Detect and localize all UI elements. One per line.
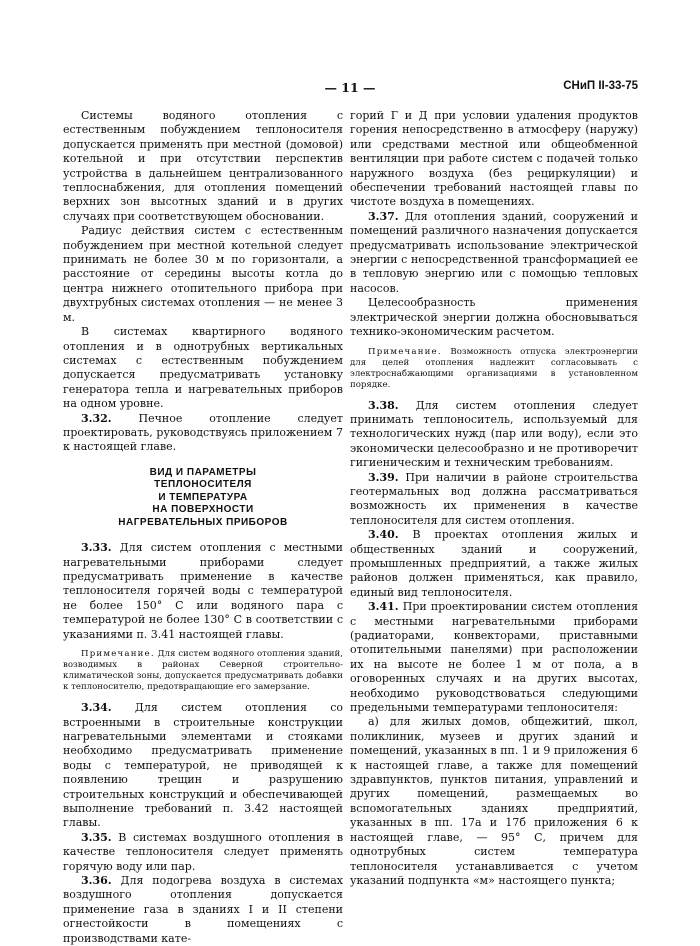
clause-text: Для систем отопления с местными нагревательными приборами следует предусматривать применение в качестве теплоносителя горячей воды с температурой не более 150° С или водяного пара с температурой не более 130° С в соответствии с указаниями п. 3.41 настоящей главы. [63, 541, 344, 641]
clause-3-41 [350, 600, 638, 715]
section-heading [63, 467, 343, 530]
clause-number: 3.41. [368, 600, 399, 614]
note-text: Для систем водяного отопления зданий, возводимых в районах Северной строительно-климатической зоны, допускается предусматривать добавки к теплоносителю, предотвращающие его замерзание. [63, 649, 343, 693]
paragraph: Системы водяного отопления с естественным побуждением теплоносителя допускается применять при местной (домовой) котельной и при отсутствии перспектив устройства в дальнейшем централизованного теплоснабжения, для отопления помещений верхних зон высотных зданий и в других случаях при соответствующем обосновании. [63, 109, 343, 223]
paragraph: горий Г и Д при условии удаления продуктов горения непосредственно в атмосферу (наружу) или средствами местной или общеобменной вентиляции при работе систем с подачей только наружного воздуха (без рециркуляции) и обеспечении требований настоящей главы по чистоте воздуха в помещениях. [350, 109, 638, 209]
clause-3-35 [63, 831, 343, 874]
clause-text: Печное отопление следует проектировать, руководствуясь приложением 7 к настоящей главе. [63, 411, 343, 454]
right-column [350, 109, 638, 909]
clause-number: 3.38. [368, 398, 399, 412]
heading-line: НАГРЕВАТЕЛЬНЫХ ПРИБОРОВ [118, 516, 288, 528]
heading-line: И ТЕМПЕРАТУРА [158, 491, 248, 503]
document-code: СНиП II-33-75 [563, 80, 638, 92]
clause-number: 3.39. [368, 470, 399, 484]
paragraph: В системах квартирного водяного отопления и в однотрубных вертикальных системах с естественным побуждением допускается предусматривать установку генератора тепла и нагревательных приборов на одном уровне. [63, 325, 343, 411]
clause-3-37 [350, 210, 638, 296]
clause-3-39 [350, 471, 638, 529]
clause-number: 3.40. [368, 528, 399, 542]
clause-number: 3.36. [81, 873, 112, 887]
clause-number: 3.33. [81, 541, 112, 555]
clause-number: 3.32. [81, 411, 112, 425]
paragraph: Целесообразность применения электрической энергии должна обосновываться технико-экономическим расчетом. [350, 296, 638, 339]
clause-3-40 [350, 528, 638, 600]
sub-item-a: а) для жилых домов, общежитий, школ, поликлиник, музеев и других зданий и помещений, указанных в пп. 1 и 9 приложения 6 к настоящей главе, а также для помещений здравпунктов, пунктов питания, управлений и других помещений, размещаемых во вспомогательных зданиях предприятий, указанных в пп. 17а и 17б приложения 6 к настоящей главе, — 95° С, причем для однотрубных систем температура теплоносителя устанавливается с учетом указаний подпункта «м» настоящего пункта; [350, 715, 638, 887]
clause-number: 3.34. [81, 701, 112, 715]
clause-number: 3.35. [81, 830, 112, 844]
clause-3-34 [63, 701, 343, 831]
paragraph [63, 412, 343, 455]
paragraph: Радиус действия систем с естественным побуждением при местной котельной следует принимать не более 30 м по горизонтали, а расстояние от середины высоты котла до центра нижнего отопительного прибора при двухтрубных системах отопления — не менее 3 м. [63, 224, 343, 324]
heading-line: ТЕПЛОНОСИТЕЛЯ [154, 479, 252, 491]
clause-text: Для отопления зданий, сооружений и помещений различного назначения допускается предусматривать использование электрической энергии с непосредственной трансформацией ее в тепловую энергию или с помощью тепловых насосов. [350, 209, 638, 295]
page-number: — 11 — [324, 80, 376, 95]
note-label: Примечание. [368, 346, 442, 357]
left-column [63, 109, 344, 945]
note-text: Возможность отпуска электроэнергии для целей отопления надлежит согласовывать с электроснабжающими организациями в установленном порядке. [350, 346, 638, 390]
clause-3-38 [350, 399, 638, 471]
clause-text: Для систем отопления со встроенными в строительные конструкции нагревательными элементами и стояками необходимо предусматривать применение воды с температурой, не приводящей к появлению трещин и разрушению строительных конструкций и обеспечивающей выполнение требований п. 3.42 настоящей главы. [63, 701, 343, 830]
note [63, 649, 343, 693]
note-label: Примечание. [81, 649, 155, 660]
clause-number: 3.37. [368, 209, 399, 223]
page-header [60, 78, 640, 98]
clause-text: В системах воздушного отопления в качестве теплоносителя следует применять горячую воду или пар. [63, 830, 344, 873]
clause-text: При наличии в районе строительства геотермальных вод должна рассматриваться возможность их применения в качестве теплоносителя для систем отопления. [350, 470, 639, 527]
heading-line: ВИД И ПАРАМЕТРЫ [149, 466, 257, 478]
note [350, 347, 638, 391]
clause-text: Для подогрева воздуха в системах воздушного отопления допускается применение газа в зданиях I и II степени огнестойкости в помещениях с производствами кате- [63, 873, 343, 945]
clause-3-33 [63, 541, 343, 642]
heading-line: НА ПОВЕРХНОСТИ [152, 504, 254, 516]
clause-text: При проектировании систем отопления с местными нагревательными приборами (радиаторами, конвекторами, приставными отопительными панелями) при расположении их на высоте не более 1 м от пола, а в оговоренных случаях и на других высотах, необходимо руководствоваться следующими предельными температурами теплоносителя: [350, 600, 639, 715]
clause-text: Для систем отопления следует принимать теплоноситель, используемый для технологических нужд (пар или воду), если это экономически целесообразно и не противоречит гигиеническим и техническим требованиям. [350, 398, 638, 470]
clause-text: В проектах отопления жилых и общественных зданий и сооружений, промышленных предприятий, а также жилых районов должен применяться, как правило, единый вид теплоносителя. [350, 528, 638, 599]
